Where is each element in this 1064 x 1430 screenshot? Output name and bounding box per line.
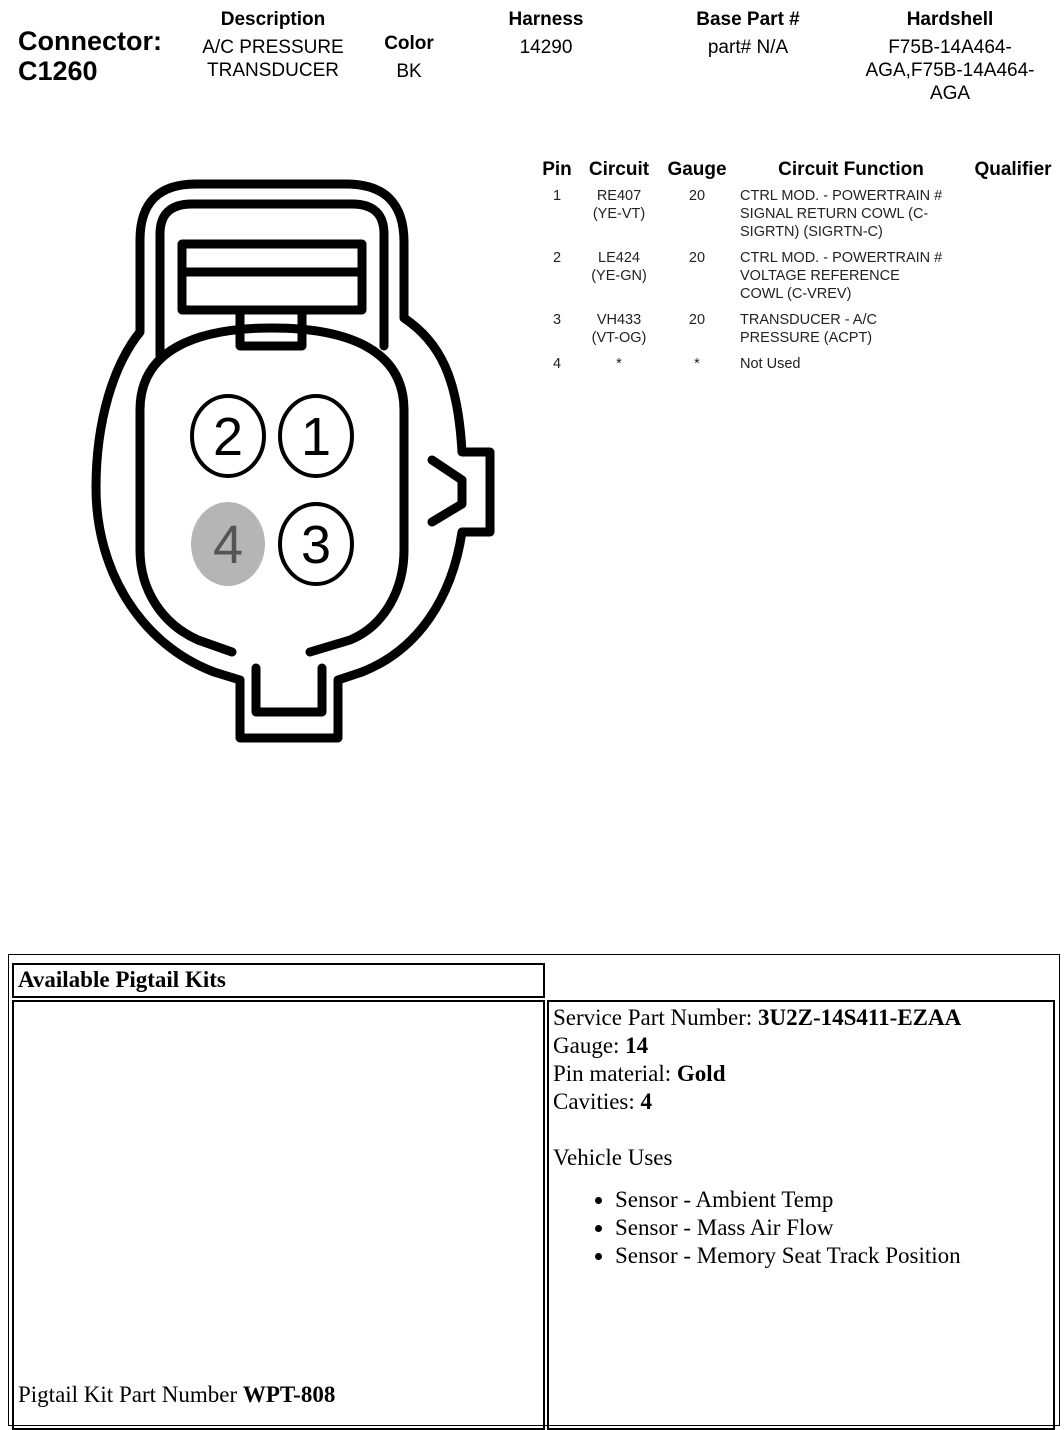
qualifier-header: Qualifier bbox=[974, 159, 1052, 180]
connector-label: Connector: bbox=[18, 26, 162, 56]
color-value: BK bbox=[396, 61, 422, 82]
circuit-code: LE424 bbox=[598, 250, 640, 266]
harness-column bbox=[486, 9, 606, 59]
harness-value: 14290 bbox=[519, 37, 573, 58]
cavities-value: 4 bbox=[640, 1089, 653, 1114]
pin-table-header bbox=[534, 157, 1060, 187]
circuit-code: RE407 bbox=[596, 188, 642, 204]
gauge-spec-value: 14 bbox=[625, 1033, 649, 1058]
function-line: PRESSURE (ACPT) bbox=[740, 330, 873, 346]
connector-inner-body bbox=[140, 328, 404, 652]
description-label: Description bbox=[220, 9, 326, 30]
hardshell-value-line3: AGA bbox=[929, 83, 971, 104]
description-value-line2: TRANSDUCER bbox=[207, 60, 339, 81]
pigtail-title-cell bbox=[12, 963, 545, 998]
function-line: SIGNAL RETURN COWL (C- bbox=[740, 206, 929, 222]
pin-label-2: 2 bbox=[212, 407, 244, 467]
pin-cell: 1 bbox=[552, 188, 562, 204]
table-row bbox=[534, 311, 1060, 355]
pin-material-spec bbox=[553, 1060, 1053, 1088]
circuit-cell bbox=[580, 311, 658, 355]
gauge-spec bbox=[553, 1032, 1053, 1060]
function-cell bbox=[736, 187, 966, 249]
description-value-line1: A/C PRESSURE bbox=[202, 37, 344, 58]
list-item: • Sensor - Ambient Temp bbox=[615, 1186, 1053, 1214]
color-label: Color bbox=[384, 33, 434, 54]
service-part-value: 3U2Z-14S411-EZAA bbox=[758, 1005, 962, 1030]
function-line: CTRL MOD. - POWERTRAIN # bbox=[740, 188, 943, 204]
circuit-header: Circuit bbox=[588, 159, 650, 180]
cavities-spec bbox=[553, 1088, 1053, 1116]
pigtail-image-cell bbox=[12, 1000, 545, 1430]
qualifier-cell bbox=[966, 187, 1060, 249]
gauge-spec-label: Gauge: bbox=[553, 1033, 626, 1058]
connector-header bbox=[18, 26, 162, 86]
connector-id: C1260 bbox=[18, 56, 98, 86]
base-part-column bbox=[666, 9, 830, 59]
cavities-label: Cavities: bbox=[553, 1089, 641, 1114]
pin-label-3: 3 bbox=[300, 515, 332, 575]
pigtail-spec-cell bbox=[547, 1000, 1055, 1430]
circuit-cell bbox=[580, 249, 658, 311]
pigtail-title: Available Pigtail Kits bbox=[18, 967, 226, 992]
service-part-number bbox=[553, 1004, 1053, 1032]
hardshell-label: Hardshell bbox=[906, 9, 994, 30]
table-row bbox=[534, 187, 1060, 249]
pin-label-4: 4 bbox=[212, 515, 244, 575]
table-row bbox=[534, 355, 1060, 381]
gauge-cell: * bbox=[694, 356, 700, 372]
hardshell-value-line1: F75B-14A464- bbox=[888, 37, 1012, 58]
kit-part-label: Pigtail Kit Part Number bbox=[18, 1382, 243, 1407]
base-part-label: Base Part # bbox=[696, 9, 800, 30]
kit-part-value: WPT-808 bbox=[242, 1382, 336, 1407]
pin-label-1: 1 bbox=[300, 407, 332, 467]
pin-table bbox=[534, 157, 1060, 381]
pin-cell: 3 bbox=[552, 312, 562, 328]
circuit-color: (YE-VT) bbox=[592, 206, 646, 222]
qualifier-cell bbox=[966, 249, 1060, 311]
gauge-cell: 20 bbox=[688, 312, 706, 328]
pin-cell: 2 bbox=[552, 250, 562, 266]
gauge-cell: 20 bbox=[688, 250, 706, 266]
bottom-key-inner bbox=[256, 668, 322, 712]
table-row bbox=[534, 249, 1060, 311]
function-cell bbox=[736, 311, 966, 355]
circuit-code: VH433 bbox=[596, 312, 642, 328]
gauge-header: Gauge bbox=[667, 159, 727, 180]
harness-label: Harness bbox=[508, 9, 584, 30]
circuit-color: (YE-GN) bbox=[591, 268, 647, 284]
connector-inner-hood bbox=[160, 204, 384, 356]
gauge-cell: 20 bbox=[688, 188, 706, 204]
pin-material-label: Pin material: bbox=[553, 1061, 677, 1086]
vehicle-uses-list bbox=[553, 1186, 1053, 1270]
list-item: • Sensor - Mass Air Flow bbox=[615, 1214, 1053, 1242]
kit-part-number bbox=[18, 1382, 335, 1408]
locking-tab bbox=[182, 244, 362, 310]
vehicle-uses-label: Vehicle Uses bbox=[553, 1145, 673, 1170]
function-header: Circuit Function bbox=[778, 159, 924, 180]
function-line: VOLTAGE REFERENCE bbox=[740, 268, 900, 284]
pin-header: Pin bbox=[542, 159, 572, 180]
function-line: CTRL MOD. - POWERTRAIN # bbox=[740, 250, 943, 266]
qualifier-cell bbox=[966, 311, 1060, 355]
hardshell-value-line2: AGA,F75B-14A464- bbox=[865, 60, 1035, 81]
function-line: SIGRTN) (SIGRTN-C) bbox=[740, 224, 883, 240]
qualifier-cell bbox=[966, 355, 1060, 381]
color-column bbox=[368, 33, 450, 83]
circuit-cell bbox=[580, 187, 658, 249]
pin-cell: 4 bbox=[552, 356, 562, 372]
connector-face-diagram bbox=[0, 150, 520, 760]
hardshell-column bbox=[848, 9, 1052, 105]
circuit-cell: * bbox=[616, 356, 622, 372]
service-part-label: Service Part Number: bbox=[553, 1005, 759, 1030]
latch-inner bbox=[432, 460, 462, 522]
description-column bbox=[178, 9, 368, 82]
list-item: • Sensor - Memory Seat Track Position bbox=[615, 1242, 1053, 1270]
base-part-value: part# N/A bbox=[707, 37, 789, 58]
function-line: COWL (C-VREV) bbox=[740, 286, 852, 302]
function-line: TRANSDUCER - A/C bbox=[740, 312, 877, 328]
circuit-color: (VT-OG) bbox=[591, 330, 647, 346]
pin-material-value: Gold bbox=[676, 1061, 726, 1086]
function-cell: Not Used bbox=[740, 356, 801, 372]
function-cell bbox=[736, 249, 966, 311]
